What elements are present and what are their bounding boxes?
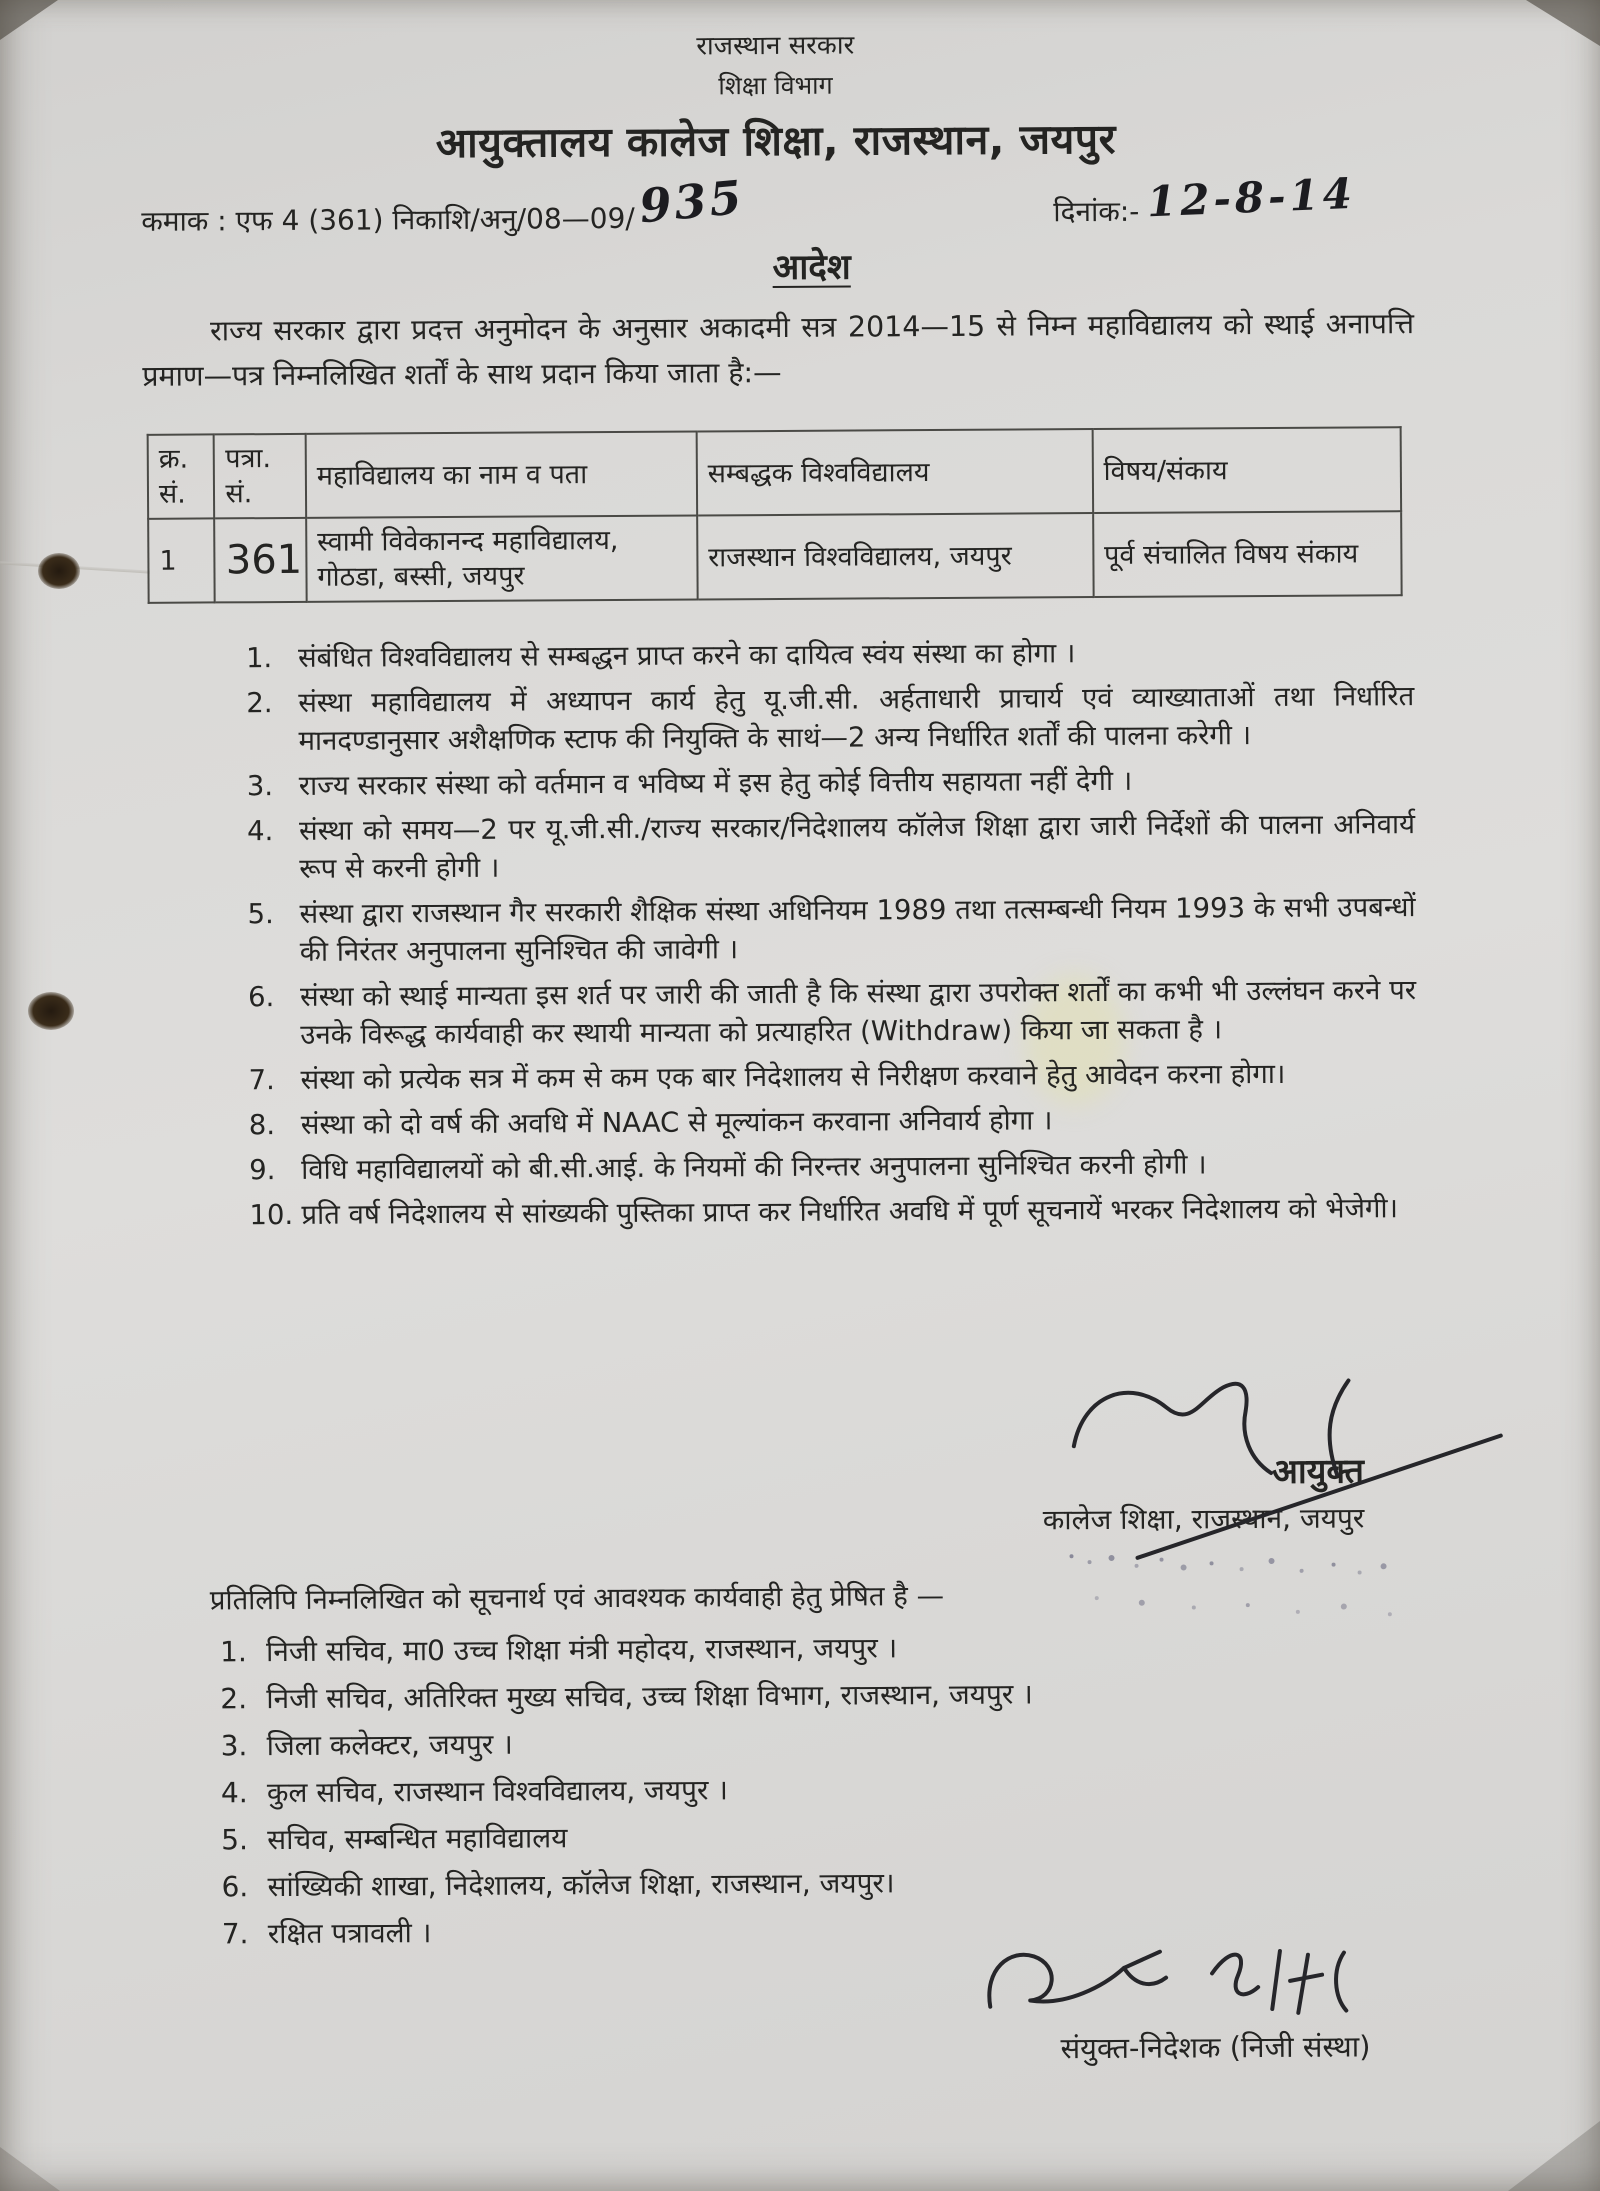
copy-text: सचिव, सम्बन्धित महाविद्यालय: [267, 1821, 568, 1857]
condition-text: संबंधित विश्वविद्यालय से सम्बद्धन प्राप्त करने का दायित्व स्वंय संस्था का होगा ।: [297, 637, 1076, 674]
header-university: सम्बद्धक विश्वविद्यालय: [696, 429, 1092, 516]
copy-number: 3.: [220, 1729, 248, 1763]
corner-shadow-bottom-right: [1508, 2121, 1600, 2191]
intro-paragraph: राज्य सरकार द्वारा प्रदत्त अनुमोदन के अनुसार अकादमी सत्र 2014—15 से निम्न महाविद्यालय को स्थाई अनापत्ति प्रमाण—पत्र निम्नलिखित शर्तों के साथ प्रदान किया जाता है:—: [142, 307, 1415, 393]
copy-text: कुल सचिव, राजस्थान विश्वविद्यालय, जयपुर ।: [266, 1773, 729, 1810]
stamp-marks: [1069, 1554, 1073, 1558]
copy-text: सांख्यिकी शाखा, निदेशालय, कॉलेज शिक्षा, राजस्थान, जयपुर।: [267, 1866, 895, 1904]
reference-number: [141, 169, 748, 242]
copy-item-7: [222, 1910, 1422, 1951]
condition-item-7: [248, 1054, 1416, 1099]
punch-hole-top: [38, 553, 80, 589]
order-heading: आदेश: [772, 247, 851, 289]
header-college-name: महाविद्यालय का नाम व पता: [306, 431, 697, 518]
copy-number: 5.: [221, 1823, 249, 1857]
condition-item-4: [247, 805, 1415, 888]
copy-item-2: [220, 1675, 1420, 1716]
college-table: [147, 426, 1403, 604]
cell-college-name: स्वामी विवेकानन्द महाविद्यालय, गोठडा, बस्सी, जयपुर: [306, 516, 697, 603]
reference-row: [141, 168, 1411, 242]
copy-text: जिला कलेक्टर, जयपुर ।: [266, 1727, 513, 1763]
cell-university: राजस्थान विश्वविद्यालय, जयपुर: [697, 513, 1093, 600]
reference-number-label: कमाक : एफ 4 (361) निकाशि/अनु/08—09/: [141, 201, 635, 238]
condition-text: संस्था को समय—2 पर यू.जी.सी./राज्य सरकार/निदेशालय कॉलेज शिक्षा द्वारा जारी निर्देशों की पालना अनिवार्य रूप से करनी होगी ।: [298, 808, 1416, 885]
condition-number: 3.: [246, 770, 274, 803]
condition-item-1: [246, 632, 1414, 677]
copy-text: निजी सचिव, मा0 उच्च शिक्षा मंत्री महोदय, राजस्थान, जयपुर ।: [265, 1631, 898, 1669]
condition-text: संस्था को प्रत्येक सत्र में कम से कम एक बार निदेशालय से निरीक्षण करवाने हेतु आवेदन करना होगा।: [300, 1057, 1286, 1096]
conditions-list: [144, 632, 1418, 1242]
condition-number: 2.: [246, 687, 273, 720]
condition-item-8: [249, 1099, 1417, 1144]
copies-list: [220, 1628, 1422, 1964]
date-label: दिनांक:-: [1053, 194, 1140, 229]
commissioner-signature-block: [149, 1446, 1420, 1544]
condition-text: प्रति वर्ष निदेशालय से सांख्यकी पुस्तिका प्राप्त कर निर्धारित अवधि में पूर्ण सूचनायें भरकर निदेशालय को भेजेगी।: [301, 1192, 1399, 1231]
copy-text: निजी सचिव, अतिरिक्त मुख्य सचिव, उच्च शिक्षा विभाग, राजस्थान, जयपुर ।: [266, 1677, 1033, 1716]
condition-number: 7.: [248, 1064, 275, 1097]
condition-number: 5.: [247, 898, 274, 931]
header-subject-faculty: विषय/संकाय: [1092, 427, 1401, 513]
copy-number: 1.: [219, 1635, 247, 1669]
copy-number: 7.: [221, 1917, 249, 1951]
reference-date: [1053, 168, 1357, 231]
copies-intro-line: प्रतिलिपि निम्नलिखित को सूचनार्थ एवं आवश्यक कार्यवाही हेतु प्रेषित है —: [209, 1579, 945, 1617]
condition-text: राज्य सरकार संस्था को वर्तमान व भविष्य में इस हेतु कोई वित्तीय सहायता नहीं देगी ।: [298, 764, 1133, 802]
condition-number: 1.: [245, 642, 273, 675]
copy-item-4: [221, 1769, 1421, 1810]
copy-item-3: [221, 1722, 1421, 1763]
header-serial-number: क्र. सं.: [148, 434, 215, 519]
copy-text: रक्षित पत्रावली ।: [267, 1916, 432, 1951]
copy-item-1: [220, 1628, 1420, 1669]
condition-item-3: [247, 760, 1415, 805]
joint-director-title: संयुक्त-निदेशक (निजी संस्था): [1060, 2029, 1371, 2066]
cell-letter-number: 361: [215, 518, 307, 603]
department-name: शिक्षा विभाग: [718, 70, 833, 101]
corner-shadow-top-left: [0, 0, 58, 40]
copy-number: 4.: [220, 1776, 248, 1810]
corner-shadow-top-right: [1526, 0, 1600, 46]
copy-item-5: [221, 1816, 1421, 1857]
cell-subject-faculty: पूर्व संचालित विषय संकाय: [1093, 511, 1402, 597]
copy-number: 6.: [221, 1870, 249, 1904]
condition-text: संस्था को स्थाई मान्यता इस शर्त पर जारी की जाती है कि संस्था द्वारा उपरोक्त शर्तों का कभी भी उल्लंघन करने पर उनके विरूद्ध कार्यवाही कर स्थायी मान्यता को प्रत्याहरित (Withdraw) किया जा सकता है ।: [299, 974, 1417, 1051]
condition-item-5: [247, 888, 1415, 971]
commissioner-office: कालेज शिक्षा, राजस्थान, जयपुर: [1042, 1501, 1365, 1537]
date-handwritten: 12-8-14: [1146, 168, 1357, 227]
condition-item-9: [249, 1144, 1417, 1189]
punch-hole-bottom: [28, 992, 74, 1030]
cell-serial-number: 1: [148, 519, 215, 604]
copy-number: 2.: [220, 1682, 248, 1716]
condition-number: 4.: [246, 815, 274, 848]
condition-item-6: [248, 971, 1416, 1054]
office-name: आयुक्तालय कालेज शिक्षा, राजस्थान, जयपुर: [435, 114, 1117, 168]
condition-number: 9.: [249, 1154, 276, 1187]
document-content: [140, 0, 1417, 2066]
condition-text: संस्था को दो वर्ष की अवधि में NAAC से मूल्यांकन करवाना अनिवार्य होगा ।: [300, 1104, 1053, 1141]
condition-text: संस्था महाविद्यालय में अध्यापन कार्य हेतु यू.जी.सी. अर्हताधारी प्राचार्य एवं व्याख्याताओं तथा निर्धारित मानदण्डानुसार अशैक्षणिक स्टाफ की नियुक्ति के साथं—2 अन्य निर्धारित शर्तों की पालना करेगी ।: [298, 680, 1415, 757]
commissioner-title: आयुक्त: [1271, 1451, 1365, 1492]
table-header-row: [148, 427, 1401, 519]
condition-number: 6.: [247, 981, 275, 1014]
condition-text: विधि महाविद्यालयों को बी.सी.आई. के नियमों की निरन्तर अनुपालना सुनिश्चित करनी होगी ।: [301, 1148, 1207, 1186]
corner-shadow-bottom-left: [0, 2147, 60, 2191]
copy-item-6: [221, 1863, 1421, 1904]
condition-item-2: [246, 677, 1414, 760]
government-name: राजस्थान सरकार: [696, 30, 855, 62]
letterhead: [140, 22, 1411, 172]
condition-item-10: [249, 1189, 1417, 1234]
condition-number: 10.: [249, 1198, 294, 1232]
condition-text: संस्था द्वारा राजस्थान गैर सरकारी शैक्षिक संस्था अधिनियम 1989 तथा तत्सम्बन्धी नियम 1993 के सभी उपबन्धों की निरंतर अनुपालना सुनिश्चित की जावेगी ।: [299, 891, 1416, 968]
reference-number-handwritten: 935: [637, 169, 748, 234]
condition-number: 8.: [248, 1109, 276, 1142]
header-letter-number: पत्रा. सं.: [214, 434, 306, 519]
table-data-row: [148, 511, 1401, 603]
